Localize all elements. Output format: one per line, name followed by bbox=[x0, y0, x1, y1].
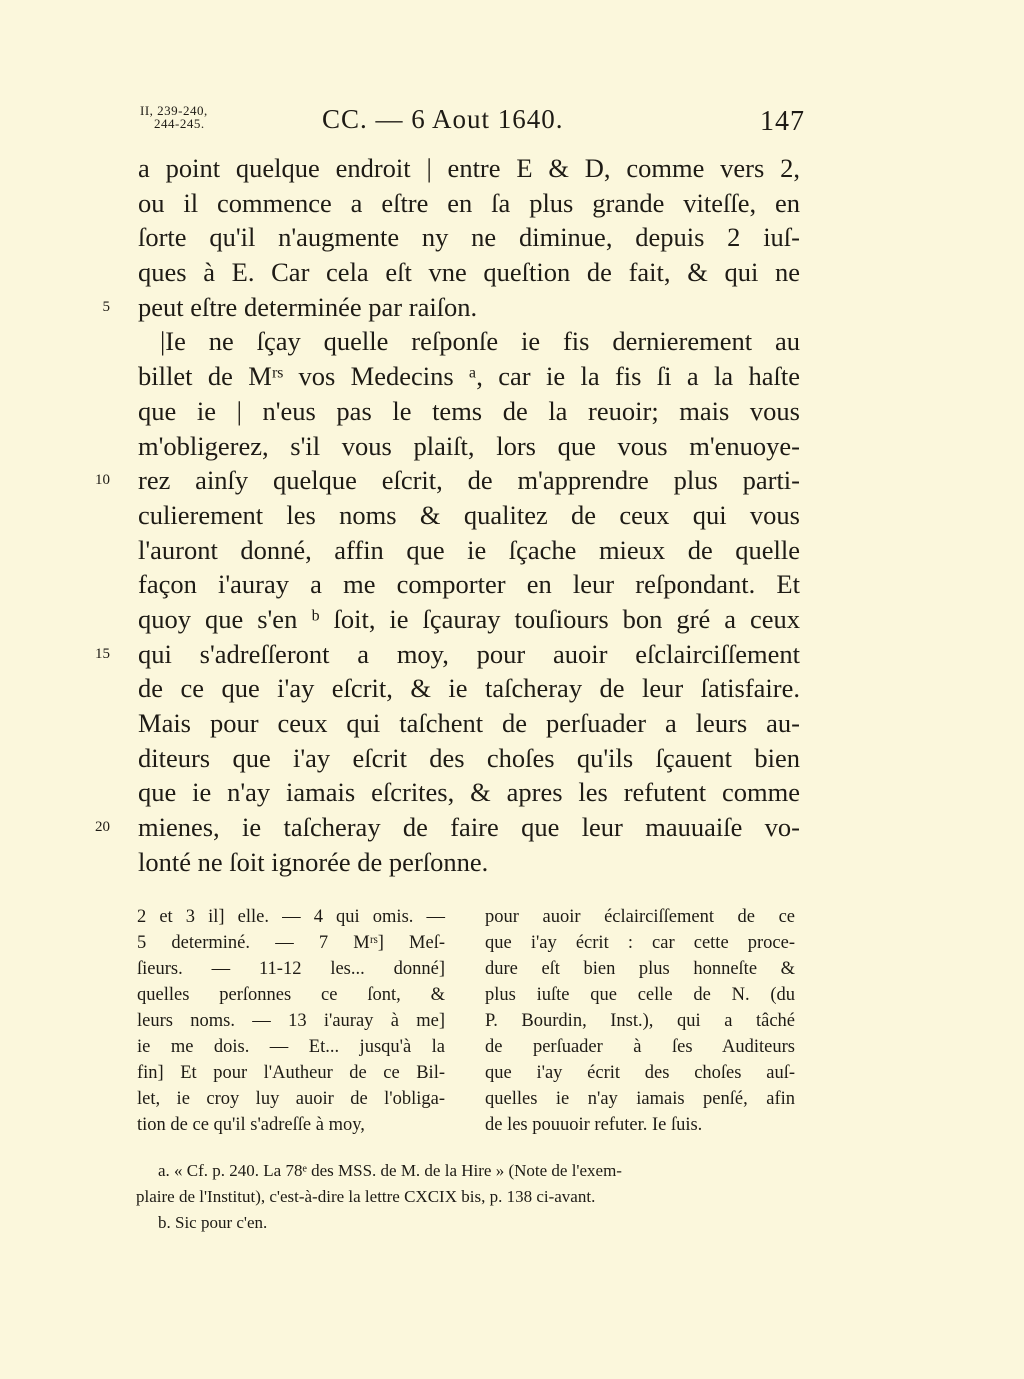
line-text: que ie n'ay iamais eſcrites, & apres les refutent comme bbox=[138, 777, 800, 808]
variant-line: 2 et 3 il] elle. — 4 qui omis. — bbox=[137, 907, 445, 927]
line-text: culierement les noms & qualitez de ceux qui vous bbox=[138, 499, 800, 530]
text-line bbox=[0, 220, 1024, 255]
text-line bbox=[0, 810, 1024, 845]
line-text: quoy que s'en ᵇ ſoit, ie ſçauray touſiours bon gré a ceux bbox=[138, 603, 800, 634]
variant-line: let, ie croy luy auoir de l'obliga- bbox=[137, 1089, 445, 1109]
text-line bbox=[0, 151, 1024, 186]
text-line bbox=[0, 741, 1024, 776]
running-title: CC. — 6 Aout 1640. bbox=[322, 104, 564, 134]
variant-line: P. Bourdin, Inst.), qui a tâché bbox=[485, 1011, 795, 1031]
variant-line: fin] Et pour l'Autheur de ce Bil- bbox=[137, 1063, 445, 1083]
text-line bbox=[0, 463, 1024, 498]
line-text: qui s'adreſſeront a moy, pour auoir eſclairciſſement bbox=[138, 638, 800, 669]
text-line bbox=[0, 845, 1024, 880]
text-line bbox=[0, 429, 1024, 464]
variant-line: leurs noms. — 13 i'auray à me] bbox=[137, 1011, 445, 1031]
line-number: 10 bbox=[95, 472, 110, 489]
text-line bbox=[0, 671, 1024, 706]
line-text: Mais pour ceux qui taſchent de perſuader a leurs au- bbox=[138, 708, 800, 738]
line-text: m'obligerez, s'il vous plaiſt, lors que vous m'enuoye- bbox=[138, 430, 800, 461]
variant-line: de les pouuoir refuter. Ie ſuis. bbox=[485, 1115, 703, 1135]
line-number: 15 bbox=[95, 645, 110, 662]
page-number: 147 bbox=[760, 106, 805, 137]
line-text: que ie | n'eus pas le tems de la reuoir; mais vous bbox=[138, 395, 800, 426]
variant-line: pour auoir éclairciſſement de ce bbox=[485, 907, 795, 927]
variant-line: dure eſt bien plus honneſte & bbox=[485, 959, 795, 979]
variant-line: plus iuſte que celle de N. (du bbox=[485, 985, 795, 1005]
line-text: rez ainſy quelque eſcrit, de m'apprendre plus parti- bbox=[138, 465, 800, 496]
line-text: façon i'auray a me comporter en leur reſpondant. Et bbox=[138, 569, 800, 600]
line-text: ſorte qu'il n'augmente ny ne diminue, depuis 2 iuſ- bbox=[138, 222, 800, 253]
variants-left-column bbox=[137, 904, 445, 1138]
text-line bbox=[0, 706, 1024, 741]
line-text: de ce que i'ay eſcrit, & ie taſcheray de leur ſatisfaire. bbox=[138, 673, 800, 704]
line-number: 5 bbox=[102, 298, 110, 315]
main-text bbox=[0, 151, 1024, 879]
variant-line: tion de ce qu'il s'adreſſe à moy, bbox=[137, 1115, 365, 1135]
text-line bbox=[0, 359, 1024, 394]
line-text: peut eſtre determinée par raiſon. bbox=[138, 291, 478, 322]
variant-line: quelles ie n'ay iamais penſé, afin bbox=[485, 1089, 795, 1109]
text-line bbox=[0, 394, 1024, 429]
line-text: a point quelque endroit | entre E & D, comme vers 2, bbox=[138, 153, 800, 183]
line-text: billet de Mʳˢ vos Medecins ᵃ, car ie la fis ſi a la haſte bbox=[138, 361, 800, 392]
footnote-a-line-2: plaire de l'Institut), c'est-à-dire la lettre CXCIX bis, p. 138 ci-avant. bbox=[136, 1187, 596, 1206]
footnotes bbox=[136, 1158, 798, 1236]
reference-line-1: II, 239-240, bbox=[140, 103, 208, 118]
text-line bbox=[0, 775, 1024, 810]
text-line bbox=[0, 255, 1024, 290]
text-line bbox=[0, 290, 1024, 325]
text-line bbox=[0, 186, 1024, 221]
variants-right-column bbox=[485, 904, 795, 1138]
footnote-a-line-1: a. « Cf. p. 240. La 78ᵉ des MSS. de M. de la Hire » (Note de l'exem- bbox=[158, 1161, 622, 1180]
line-text: lonté ne ſoit ignorée de perſonne. bbox=[138, 846, 489, 877]
text-line bbox=[0, 498, 1024, 533]
text-line bbox=[0, 602, 1024, 637]
variant-line: ſieurs. — 11-12 les... donné] bbox=[137, 959, 445, 979]
line-text: l'auront donné, affin que ie ſçache mieux de quelle bbox=[138, 534, 800, 565]
variant-line: que i'ay écrit : car cette proce- bbox=[485, 933, 795, 953]
line-text: diteurs que i'ay eſcrit des choſes qu'ils ſçauent bien bbox=[138, 742, 800, 773]
text-line bbox=[0, 637, 1024, 672]
variant-line: quelles perſonnes ce ſont, & bbox=[137, 985, 445, 1005]
variant-line: que i'ay écrit des choſes auſ- bbox=[485, 1063, 795, 1083]
reference-note bbox=[140, 104, 208, 130]
line-text: mienes, ie taſcheray de faire que leur mauuaiſe vo- bbox=[138, 812, 800, 843]
variant-line: ie me dois. — Et... jusqu'à la bbox=[137, 1037, 445, 1057]
text-line bbox=[0, 533, 1024, 568]
variant-line: de perſuader à ſes Auditeurs bbox=[485, 1037, 795, 1057]
line-text: ques à E. Car cela eſt vne queſtion de fait, & qui ne bbox=[138, 257, 800, 288]
footnote-b: b. Sic pour c'en. bbox=[158, 1213, 268, 1232]
reference-line-2: 244-245. bbox=[154, 116, 205, 131]
line-text: |Ie ne ſçay quelle reſponſe ie fis dernierement au bbox=[160, 326, 800, 357]
line-number: 20 bbox=[95, 819, 110, 836]
text-line bbox=[0, 567, 1024, 602]
text-line bbox=[0, 324, 1024, 359]
variant-line: 5 determiné. — 7 Mʳˢ] Meſ- bbox=[137, 933, 445, 953]
line-text: ou il commence a eſtre en ſa plus grande viteſſe, en bbox=[138, 187, 800, 218]
